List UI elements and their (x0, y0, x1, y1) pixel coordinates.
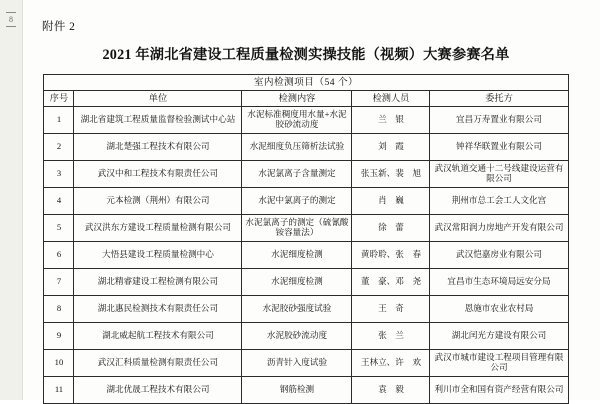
cell-unit: 湖北楚强工程技术有限公司 (74, 133, 242, 160)
cell-client: 湖北闰光方建设有限公司 (430, 322, 568, 349)
cell-unit: 湖北威起航工程技术有限公司 (74, 322, 242, 349)
page-title: 2021 年湖北省建设工程质量检测实操技能（视频）大赛参赛名单 (102, 47, 510, 63)
cell-client: 荆州市总工会工人文化宫 (430, 187, 568, 214)
cell-client: 宜昌万寿置业有限公司 (430, 106, 568, 133)
table-row (44, 106, 568, 133)
cell-person: 肖 巍 (352, 187, 430, 214)
cell-index: 7 (44, 268, 74, 295)
cell-client: 武汉恺嘉房业有限公司 (430, 241, 568, 268)
document-content (26, 0, 586, 400)
cell-item: 水泥细度负压筛析法试验 (242, 133, 352, 160)
cell-person: 兰 银 (352, 106, 430, 133)
table-row (44, 133, 568, 160)
participants-table (43, 74, 568, 404)
cell-unit: 湖北优晟工程技术有限公司 (74, 376, 242, 403)
cell-item: 水泥氯离子的测定（硫氰酸铵容量法） (242, 214, 352, 241)
cell-index: 2 (44, 133, 74, 160)
table-row (44, 268, 568, 295)
page-left-edge (0, 0, 23, 400)
cell-item: 水泥细度检测 (242, 268, 352, 295)
table-row (44, 376, 568, 403)
column-header-person: 检测人员 (352, 91, 430, 107)
page-marker-rule (6, 12, 16, 13)
cell-index: 4 (44, 187, 74, 214)
cell-unit: 武汉汇科质量检测有限责任公司 (74, 349, 242, 376)
page-number-marker (2, 10, 20, 29)
cell-index: 3 (44, 160, 74, 187)
cell-client: 武汉常阳润力房地产开发有限公司 (430, 214, 568, 241)
cell-client: 宜昌市生态环境局远安分局 (430, 268, 568, 295)
cell-person: 董 豪、邓 尧 (352, 268, 430, 295)
cell-item: 沥青针入度试验 (242, 349, 352, 376)
cell-item: 水泥胶砂强度试验 (242, 295, 352, 322)
table-row (44, 322, 568, 349)
column-header-index: 序号 (44, 91, 74, 107)
column-header-unit: 单位 (74, 91, 242, 107)
cell-index: 11 (44, 376, 74, 403)
cell-unit: 湖北省建筑工程质量监督检验测试中心站 (74, 106, 242, 133)
cell-person: 张 兰 (352, 322, 430, 349)
page-marker-rule-bottom (6, 26, 16, 27)
page-marker-number: 8 (9, 15, 13, 24)
cell-person: 王林立、许 欢 (352, 349, 430, 376)
cell-unit: 元本检测（荆州）有限公司 (74, 187, 242, 214)
table-row (44, 214, 568, 241)
cell-client: 恩施市农业农村局 (430, 295, 568, 322)
cell-client: 武汉市城市建设工程项目管理有限公司 (430, 349, 568, 376)
cell-item: 水泥氯离子含量测定 (242, 160, 352, 187)
cell-item: 水泥标准稠度用水量+水泥胶砂流动度 (242, 106, 352, 133)
cell-unit: 大悟县建设工程质量检测中心 (74, 241, 242, 268)
cell-unit: 武汉中和工程技术有限责任公司 (74, 160, 242, 187)
cell-client: 钟祥华联置业有限公司 (430, 133, 568, 160)
cell-person: 刘 霞 (352, 133, 430, 160)
table-row (44, 160, 568, 187)
cell-item: 钢筋检测 (242, 376, 352, 403)
table-row (44, 295, 568, 322)
section-title: 室内检测项目（54 个） (44, 75, 568, 91)
column-header-item: 检测内容 (242, 91, 352, 107)
cell-client: 武汉轨道交通十二号线建设运营有限公司 (430, 160, 568, 187)
cell-unit: 武汉洪东方建设工程质量检测有限公司 (74, 214, 242, 241)
cell-person: 徐 蕾 (352, 214, 430, 241)
table-row (44, 187, 568, 214)
cell-index: 9 (44, 322, 74, 349)
cell-person: 黄聆聆、张 春 (352, 241, 430, 268)
cell-index: 5 (44, 214, 74, 241)
cell-item: 水泥细度检测 (242, 241, 352, 268)
table-row (44, 241, 568, 268)
cell-index: 10 (44, 349, 74, 376)
cell-index: 1 (44, 106, 74, 133)
cell-person: 袁 毅 (352, 376, 430, 403)
cell-index: 8 (44, 295, 74, 322)
cell-unit: 湖北惠民检测技术有限责任公司 (74, 295, 242, 322)
cell-person: 张玉新、裴 旭 (352, 160, 430, 187)
table-row (44, 349, 568, 376)
table-section-header-row (44, 75, 568, 91)
cell-index: 6 (44, 241, 74, 268)
cell-client: 利川市全和国有资产经营有限公司 (430, 376, 568, 403)
cell-item: 水泥中氯离子的测定 (242, 187, 352, 214)
cell-unit: 湖北精睿建设工程检测有限公司 (74, 268, 242, 295)
cell-item: 水泥胶砂流动度 (242, 322, 352, 349)
cell-person: 王 奇 (352, 295, 430, 322)
table-header-row (44, 91, 568, 107)
column-header-client: 委托方 (430, 91, 568, 107)
attachment-label: 附件 2 (42, 21, 76, 33)
